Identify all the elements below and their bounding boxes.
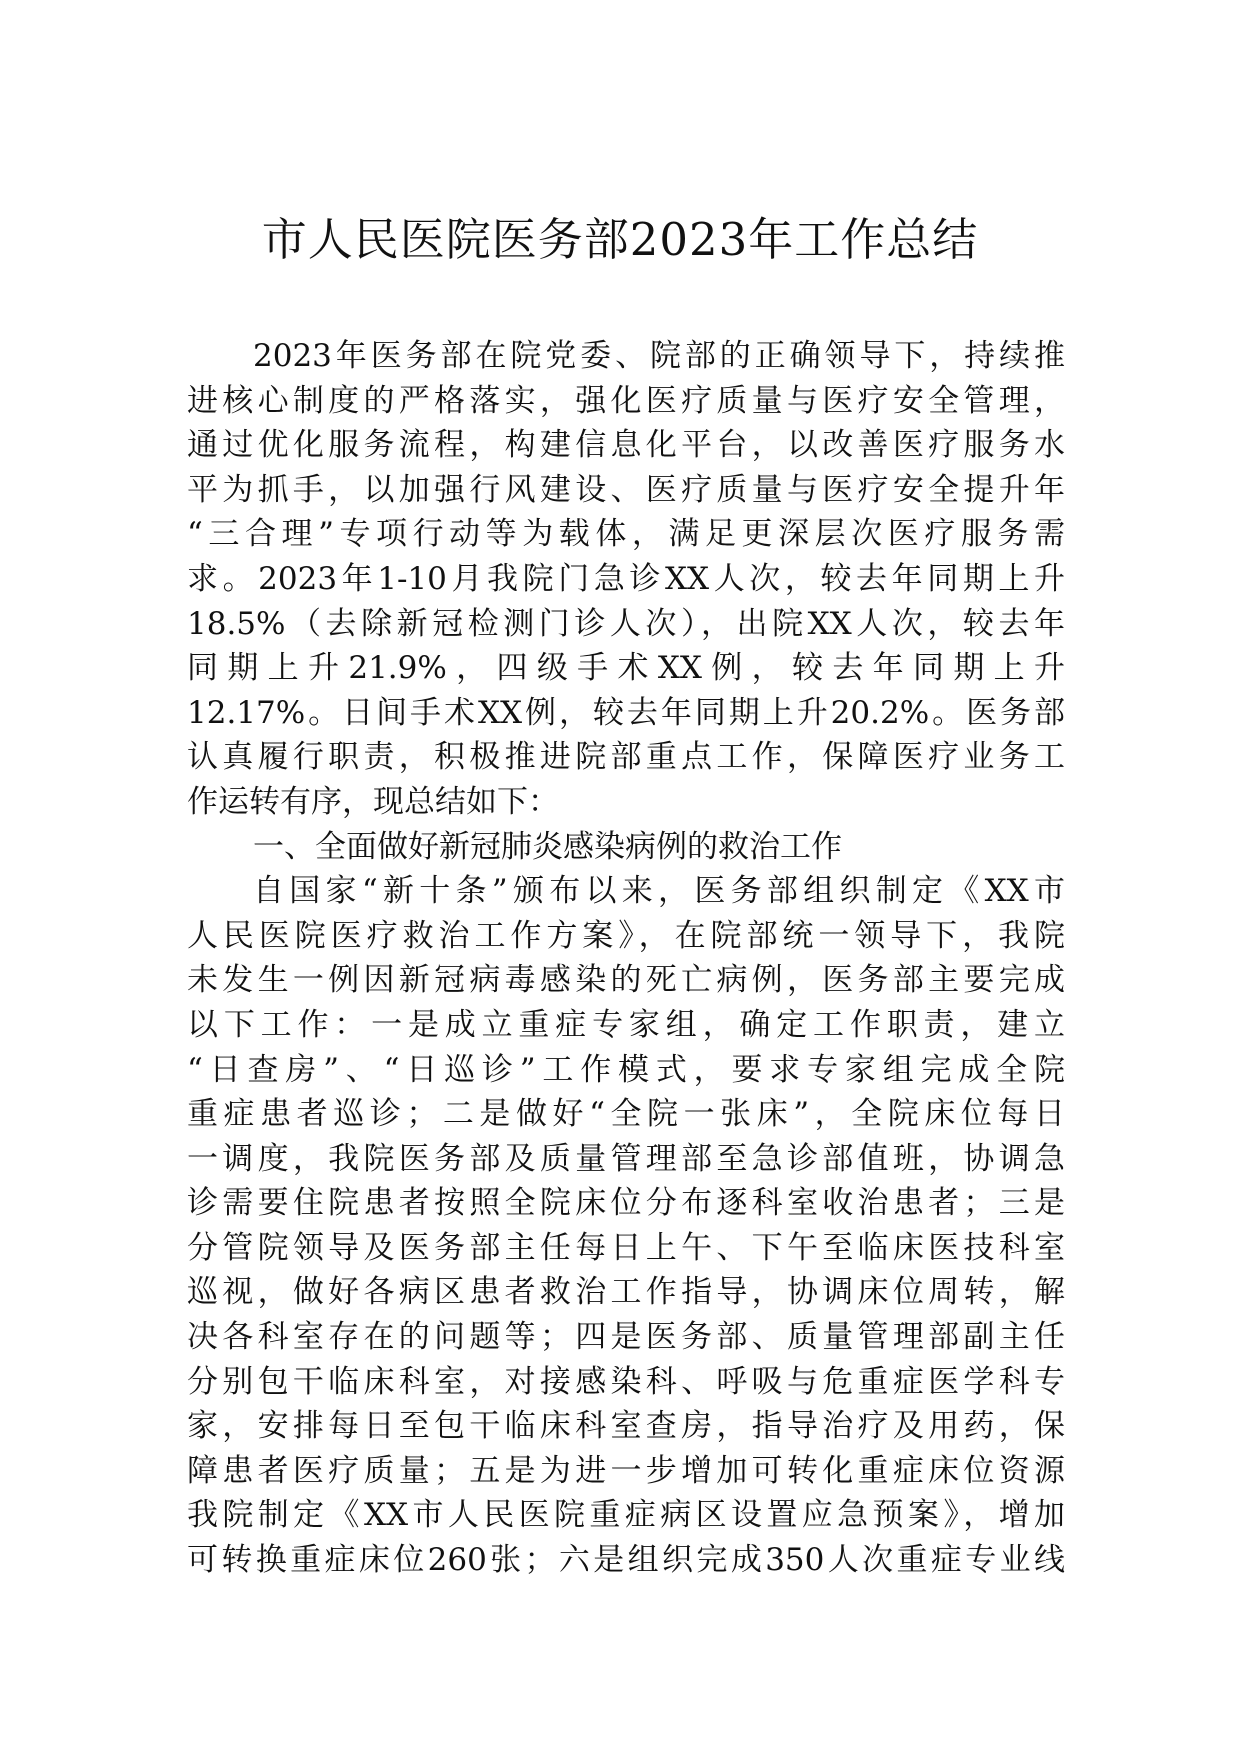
paragraph-line: 18.5%（去除新冠检测门诊人次），出院XX人次，较去年	[187, 605, 1065, 642]
paragraph-line: 平为抓手，以加强行风建设、医疗质量与医疗安全提升年	[187, 471, 1065, 508]
paragraph-line: 通过优化服务流程，构建信息化平台，以改善医疗服务水	[187, 427, 1065, 464]
paragraph-line: “日查房”、“日巡诊”工作模式，要求专家组完成全院	[187, 1051, 1065, 1088]
paragraph-line: 认真履行职责，积极推进院部重点工作，保障医疗业务工	[187, 739, 1065, 776]
paragraph-line: 家，安排每日至包干临床科室查房，指导治疗及用药，保	[187, 1408, 1065, 1445]
paragraph-line: 人民医院医疗救治工作方案》，在院部统一领导下，我院	[187, 917, 1065, 954]
paragraph-line: 分管院领导及医务部主任每日上午、下午至临床医技科室	[187, 1229, 1065, 1266]
document-title: 市人民医院医务部2023年工作总结	[261, 213, 979, 266]
paragraph-line: 决各科室存在的问题等；四是医务部、质量管理部副主任	[187, 1319, 1065, 1356]
paragraph-line: 作运转有序，现总结如下：	[187, 783, 559, 820]
paragraph-line: 求。2023年1-10月我院门急诊XX人次，较去年同期上升	[187, 560, 1065, 597]
paragraph-line: 2023年医务部在院党委、院部的正确领导下，持续推	[253, 338, 1065, 374]
paragraph-line: 可转换重症床位260张；六是组织完成350人次重症专业线	[187, 1542, 1065, 1579]
paragraph-line: “三合理”专项行动等为载体，满足更深层次医疗服务需	[187, 516, 1065, 553]
paragraph-line: 分别包干临床科室，对接感染科、呼吸与危重症医学科专	[187, 1363, 1065, 1400]
document-body	[187, 334, 1065, 1583]
paragraph-line: 12.17%。日间手术XX例，较去年同期上升20.2%。医务部	[187, 694, 1065, 731]
paragraph-line: 我院制定《XX市人民医院重症病区设置应急预案》，增加	[187, 1497, 1065, 1534]
paragraph-line: 以下工作：一是成立重症专家组，确定工作职责，建立	[187, 1006, 1065, 1043]
paragraph-line: 诊需要住院患者按照全院床位分布逐科室收治患者；三是	[187, 1185, 1065, 1222]
paragraph-line: 一调度，我院医务部及质量管理部至急诊部值班，协调急	[187, 1140, 1065, 1177]
paragraph-line: 同期上升21.9%，四级手术XX例，较去年同期上升	[187, 650, 1065, 687]
section-heading: 一、全面做好新冠肺炎感染病例的救治工作	[253, 828, 842, 865]
paragraph-line: 自国家“新十条”颁布以来，医务部组织制定《XX市	[253, 873, 1065, 910]
paragraph-line: 进核心制度的严格落实，强化医疗质量与医疗安全管理，	[187, 382, 1065, 419]
paragraph-line: 障患者医疗质量；五是为进一步增加可转化重症床位资源	[187, 1452, 1065, 1489]
paragraph-line: 巡视，做好各病区患者救治工作指导，协调床位周转，解	[187, 1274, 1065, 1311]
paragraph-line: 重症患者巡诊；二是做好“全院一张床”，全院床位每日	[187, 1096, 1065, 1133]
paragraph-line: 未发生一例因新冠病毒感染的死亡病例，医务部主要完成	[187, 962, 1065, 999]
